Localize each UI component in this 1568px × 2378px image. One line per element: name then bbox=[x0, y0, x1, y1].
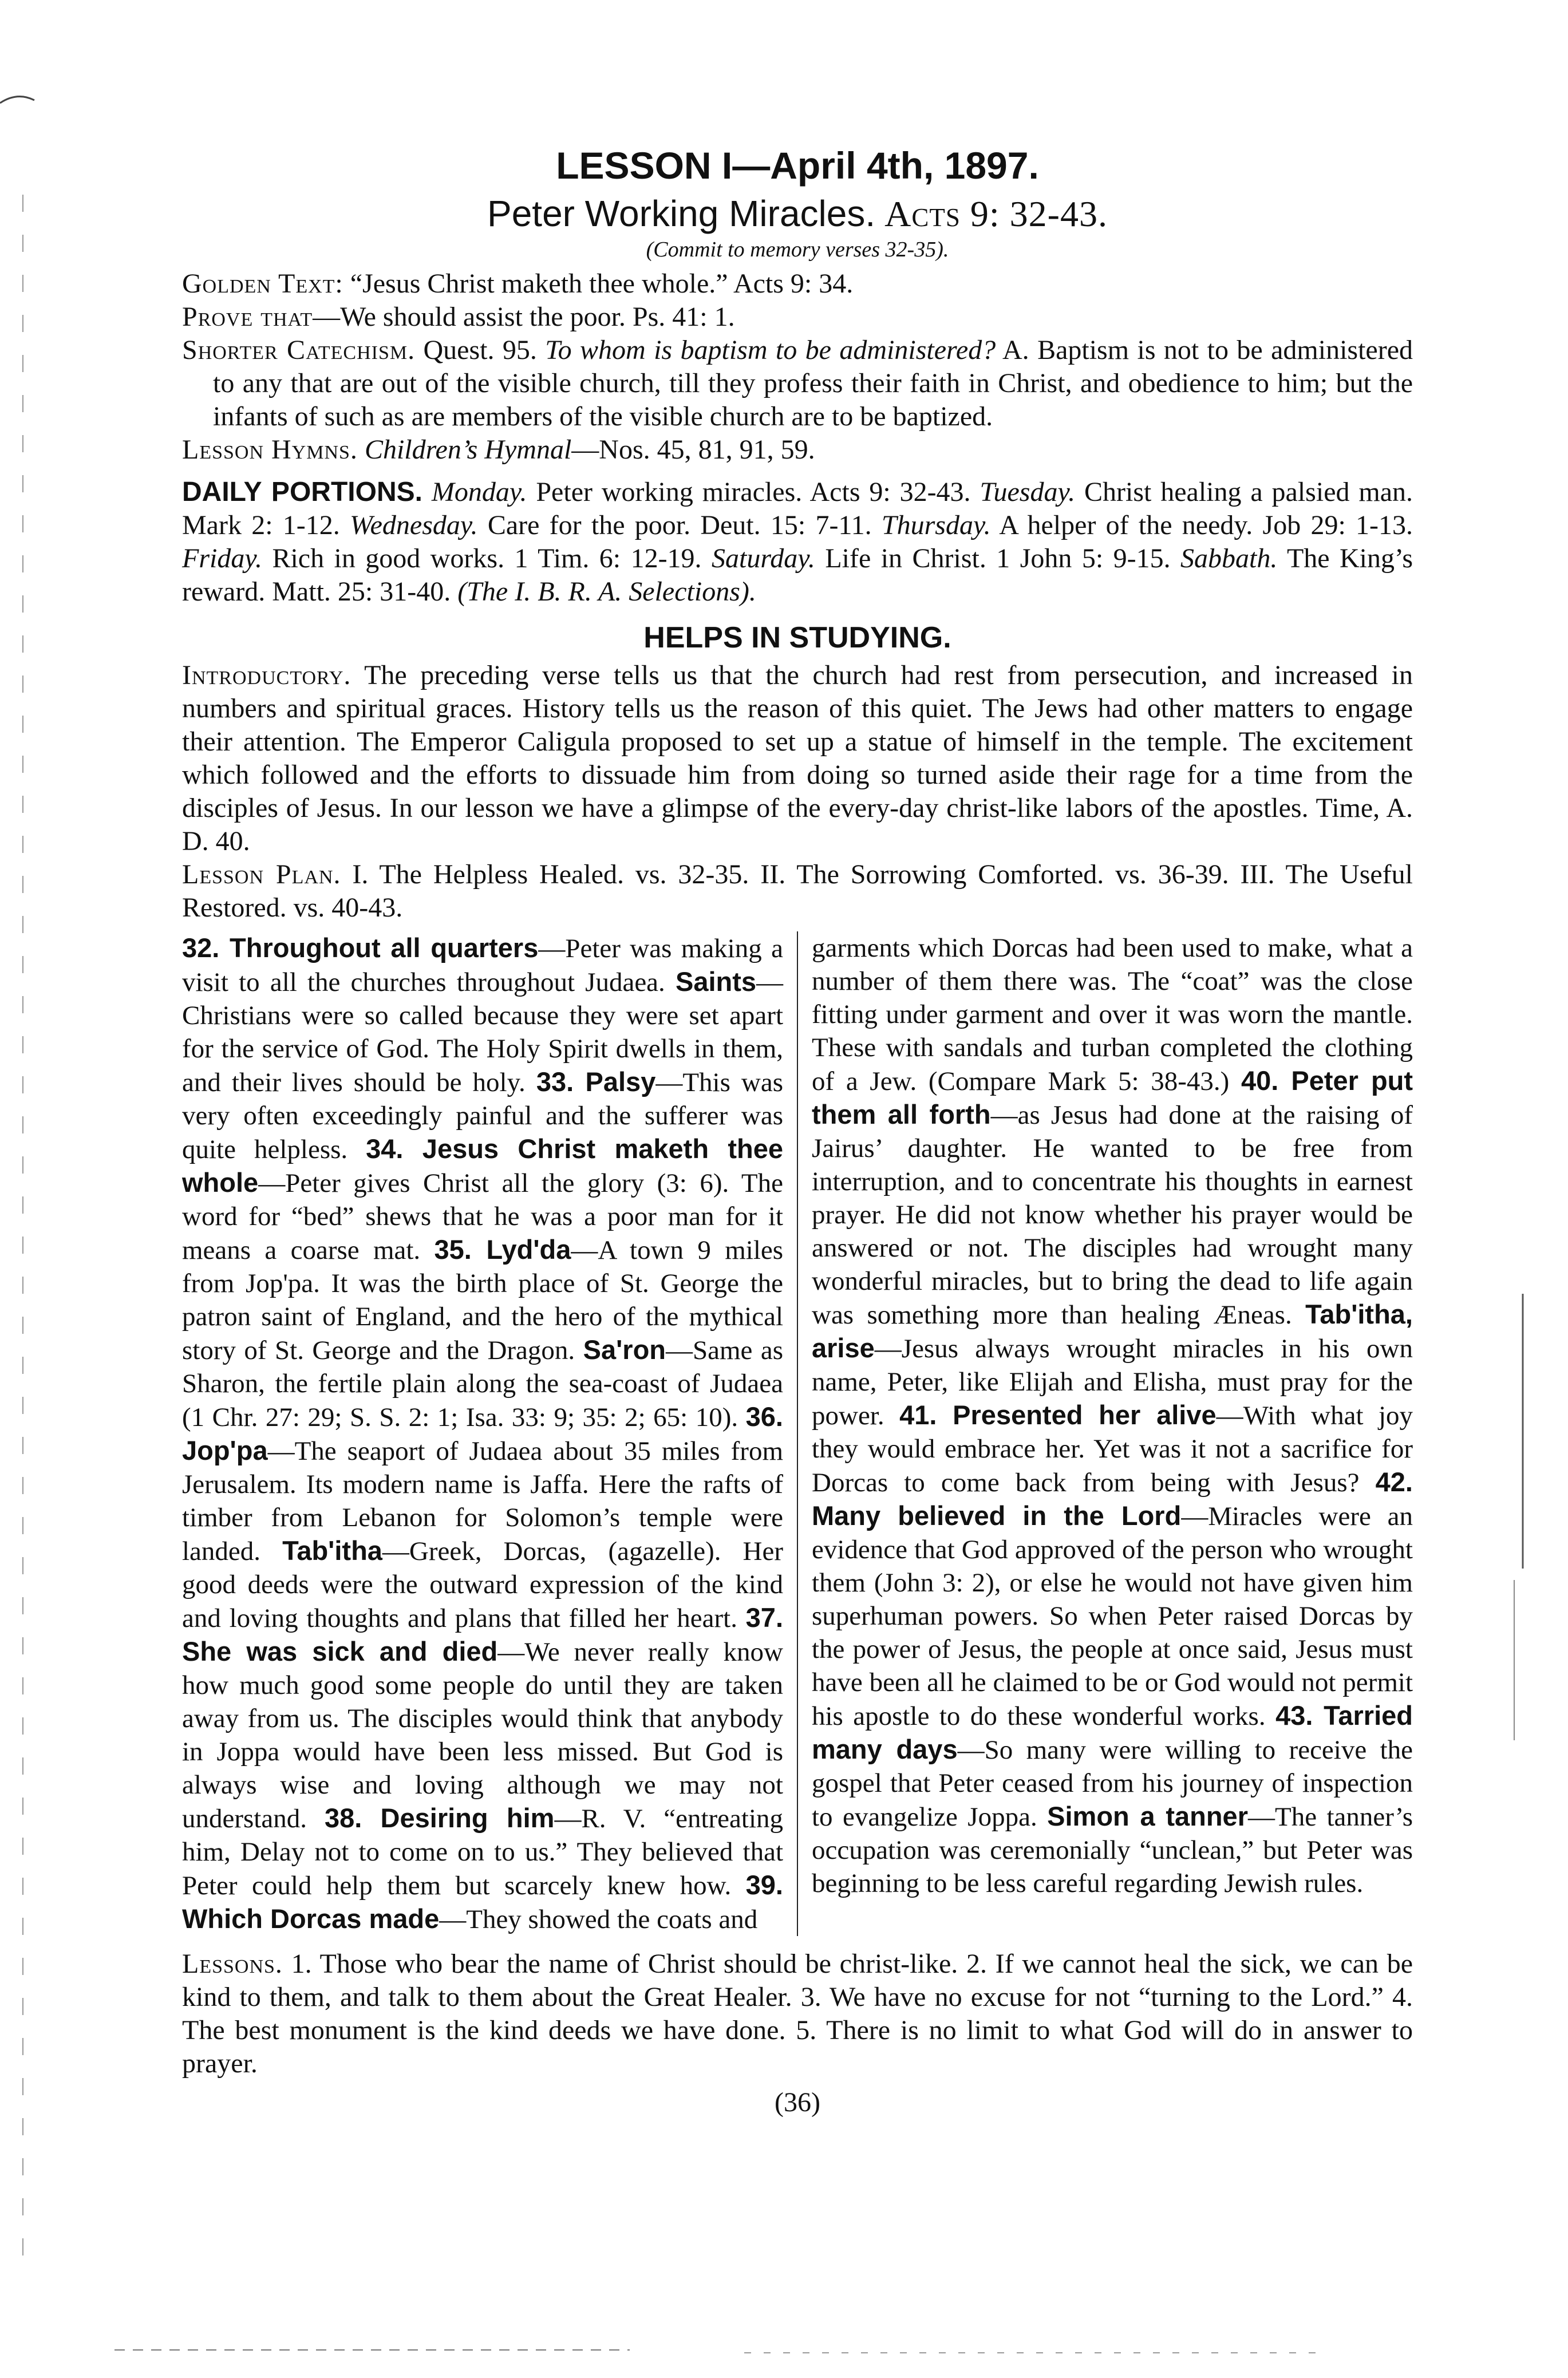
helps-heading: HELPS IN STUDYING. bbox=[643, 621, 951, 654]
note-kw: 36. Jop'pa bbox=[182, 1401, 783, 1465]
lesson-hymns-nos: —Nos. 45, 81, 91, 59. bbox=[571, 434, 815, 465]
day-sabbath-text: The King’s reward. Matt. 25: 31-40. bbox=[182, 543, 1413, 607]
note-text: —A town 9 miles from Jop'pa. It was the birth place of St. George the patron saint of England, and the hero of the mythical story of St. George and the Dragon. bbox=[182, 1235, 784, 1365]
note-text: —Peter gives Christ all the glory (3: 6). The word for “bed” shews that he was a poor man for it means a coarse mat. bbox=[182, 1168, 783, 1265]
note-text: —This was very often exceedingly painful and the sufferer was quite helpless. bbox=[182, 1068, 784, 1164]
day-thursday-text: A helper of the needy. Job 29: 1-13. bbox=[999, 510, 1413, 540]
day-saturday-text: Life in Christ. 1 John 5: 9-15. bbox=[825, 543, 1171, 574]
note-kw: 42. Many believed in the Lord bbox=[812, 1467, 1413, 1531]
day-wednesday-text: Care for the poor. Deut. 15: 7-11. bbox=[487, 510, 872, 540]
day-wednesday: Wednesday. bbox=[350, 510, 478, 540]
note-text: —Christians were so called because they were set apart for the service of God. The Holy Spirit dwells in them, and their lives should be holy. bbox=[182, 967, 784, 1097]
notes-right-column bbox=[812, 931, 1413, 1936]
daily-portions-source: (The I. B. R. A. Selections). bbox=[457, 576, 756, 607]
prove-that bbox=[182, 301, 1413, 334]
introductory-body: The preceding verse tells us that the church had rest from persecution, and increased in numbers and spiritual graces. History tells us the reason of this quiet. The Jews had other matters to engage their attention. The Emperor Caligula proposed to set up a statue of himself in the temple. The excitement which followed and the efforts to dissuade him from doing so turned aside their rage for a time from the disciples of Jesus. In our lesson we have a glimpse of the every-day christ-like labors of the apostles. Time, A. D. 40. bbox=[182, 660, 1413, 856]
note-text: —Miracles were an evidence that God approved of the person who wrought them (John 3: 2), or else he would not have given him superhuman powers. So when Peter raised Dorcas by the power of Jesus, the people at once said, Jesus must have been all he claimed to be or God would not permit his apostle to do these wonderful works. bbox=[812, 1502, 1413, 1731]
note-text: —They showed the coats and bbox=[439, 1905, 758, 1934]
catechism-answer: A. Baptism is not to be administered to any that are out of the visible church, till they profess their faith in Christ, and obedience to him; but the infants of such as are members of the visible church are to be baptized. bbox=[213, 335, 1413, 432]
notes-left-text bbox=[182, 931, 783, 1936]
lesson-title: LESSON I—April 4th, 1897. bbox=[556, 144, 1039, 187]
note-kw: Saints bbox=[675, 966, 757, 997]
golden-text-label: Golden Text: bbox=[182, 268, 343, 299]
note-kw: 35. Lyd'da bbox=[434, 1234, 571, 1265]
commit-note: (Commit to memory verses 32-35). bbox=[646, 238, 949, 262]
note-kw: Sa'ron bbox=[583, 1334, 666, 1365]
note-kw: Simon a tanner bbox=[1047, 1801, 1248, 1831]
note-text: —Jesus always wrought miracles in his own name, Peter, like Elijah and Elisha, must pray for the power. bbox=[812, 1334, 1413, 1431]
note-kw: 37. She was sick and died bbox=[182, 1602, 784, 1666]
shorter-catechism bbox=[182, 334, 1413, 433]
catechism-label: Shorter Catechism. bbox=[182, 335, 416, 365]
note-kw: 43. Tarried many days bbox=[812, 1700, 1413, 1764]
lesson-hymns-book: Children’s Hymnal bbox=[364, 434, 572, 465]
day-tuesday: Tuesday. bbox=[979, 477, 1076, 507]
lessons-body: 1. Those who bear the name of Christ should be christ-like. 2. If we cannot heal the sick, we can be kind to them, and talk to them about the Great Healer. 3. We have no excuse for not “turning to the Lord.” 4. The best monument is the kind deeds we have done. 5. There is no limit to what God will do in answer to prayer. bbox=[182, 1949, 1413, 2079]
note-kw: 33. Palsy bbox=[536, 1066, 656, 1097]
daily-portions-label: DAILY PORTIONS. bbox=[182, 477, 422, 507]
prove-that-label: Prove that bbox=[182, 302, 313, 332]
introductory-label: Introductory. bbox=[182, 660, 351, 690]
note-kw: 32. Throughout all quarters bbox=[182, 933, 539, 963]
note-text: —Greek, Dorcas, (agazelle). Her good deeds were the outward expression of the kind and loving thoughts and plans that filled her heart. bbox=[182, 1536, 783, 1633]
note-kw: Tab'itha, arise bbox=[812, 1299, 1413, 1363]
note-text: —The seaport of Judaea about 35 miles from Jerusalem. Its modern name is Jaffa. Here the rafts of timber from Lebanon for Solomon’s temple were landed. bbox=[182, 1436, 783, 1566]
lessons-label: Lessons. bbox=[182, 1949, 283, 1979]
note-text: —as Jesus had done at the raising of Jairus’ daughter. He wanted to be free from interruption, and to concentrate his thoughts in earnest prayer. He did not know whether his prayer would be answered or not. The disciples had wrought many wonderful miracles, but to bring the dead to life again was something more than healing Æneas. bbox=[812, 1100, 1413, 1330]
subtitle-ref: Acts 9: 32-43. bbox=[884, 193, 1108, 234]
introductory bbox=[182, 659, 1413, 858]
day-friday-text: Rich in good works. 1 Tim. 6: 12-19. bbox=[272, 543, 702, 574]
note-text: garments which Dorcas had been used to make, what a number of them there was. The “coat” was the close fitting under garment and over it was worn the mantle. These with sandals and turban completed the clothing of a Jew. (Compare Mark 5: 38-43.) bbox=[812, 933, 1413, 1096]
subtitle-main: Peter Working Miracles. bbox=[487, 193, 876, 234]
day-thursday: Thursday. bbox=[881, 510, 991, 540]
lesson-content bbox=[182, 143, 1413, 2119]
lesson-plan-body: I. The Helpless Healed. vs. 32-35. II. The Sorrowing Comforted. vs. 36-39. III. The Useful Restored. vs. 40-43. bbox=[182, 859, 1413, 923]
lesson-plan bbox=[182, 858, 1413, 925]
page-number: (36) bbox=[775, 2087, 820, 2118]
lesson-hymns bbox=[182, 433, 1413, 467]
note-text: —So many were willing to receive the gospel that Peter ceased from his journey of inspection to evangelize Joppa. bbox=[812, 1735, 1413, 1832]
golden-text-body: “Jesus Christ maketh thee whole.” Acts 9: 34. bbox=[350, 268, 854, 299]
day-monday-text: Peter working miracles. Acts 9: 32-43. bbox=[536, 477, 971, 507]
day-sabbath: Sabbath. bbox=[1180, 543, 1278, 574]
day-friday: Friday. bbox=[182, 543, 262, 574]
note-kw: Tab'itha bbox=[282, 1535, 382, 1566]
lesson-subtitle bbox=[182, 191, 1413, 236]
lessons bbox=[182, 1948, 1413, 2080]
note-kw: 34. Jesus Christ maketh thee whole bbox=[182, 1133, 783, 1198]
note-text: —The tanner’s occupation was ceremonially “unclean,” but Peter was beginning to be less careful regarding Jewish rules. bbox=[812, 1802, 1413, 1898]
note-text: —With what joy they would embrace her. Yet was it not a sacrifice for Dorcas to come back from being with Jesus? bbox=[812, 1401, 1413, 1498]
lesson-plan-label: Lesson Plan. bbox=[182, 859, 341, 890]
day-monday: Monday. bbox=[431, 477, 527, 507]
catechism-quest: Quest. 95. bbox=[423, 335, 537, 365]
note-text: —R. V. “entreating him, Delay not to come on to us.” They believed that Peter could help them but scarcely knew how. bbox=[182, 1804, 784, 1901]
note-kw: 41. Presented her alive bbox=[899, 1400, 1217, 1430]
golden-text bbox=[182, 267, 1413, 301]
note-text: —We never really know how much good some people do until they are taken away from us. The disciples would think that anybody in Joppa would have been less missed. But God is always wise and loving although we may not understand. bbox=[182, 1637, 784, 1834]
notes-right-text bbox=[812, 931, 1413, 1900]
prove-that-body: —We should assist the poor. Ps. 41: 1. bbox=[313, 302, 735, 332]
day-tuesday-text: Christ healing a palsied man. Mark 2: 1-12. bbox=[182, 477, 1413, 540]
note-text: —Same as Sharon, the fertile plain along the sea-coast of Judaea (1 Chr. 27: 29; S. S. 2: 1; Isa. 33: 9; 35: 2; 65: 10). bbox=[182, 1336, 783, 1432]
notes-left-column bbox=[182, 931, 783, 1936]
daily-portions bbox=[182, 476, 1413, 609]
column-divider bbox=[797, 931, 798, 1936]
note-kw: 39. Which Dorcas made bbox=[182, 1870, 783, 1934]
note-kw: 38. Desiring him bbox=[324, 1803, 555, 1833]
day-saturday: Saturday. bbox=[712, 543, 815, 574]
note-text: —Peter was making a visit to all the churches throughout Judaea. bbox=[182, 934, 783, 997]
catechism-question: To whom is baptism to be administered? bbox=[545, 335, 996, 365]
lesson-hymns-label: Lesson Hymns. bbox=[182, 434, 358, 465]
note-kw: 40. Peter put them all forth bbox=[812, 1065, 1413, 1129]
notes-columns bbox=[182, 931, 1413, 1936]
